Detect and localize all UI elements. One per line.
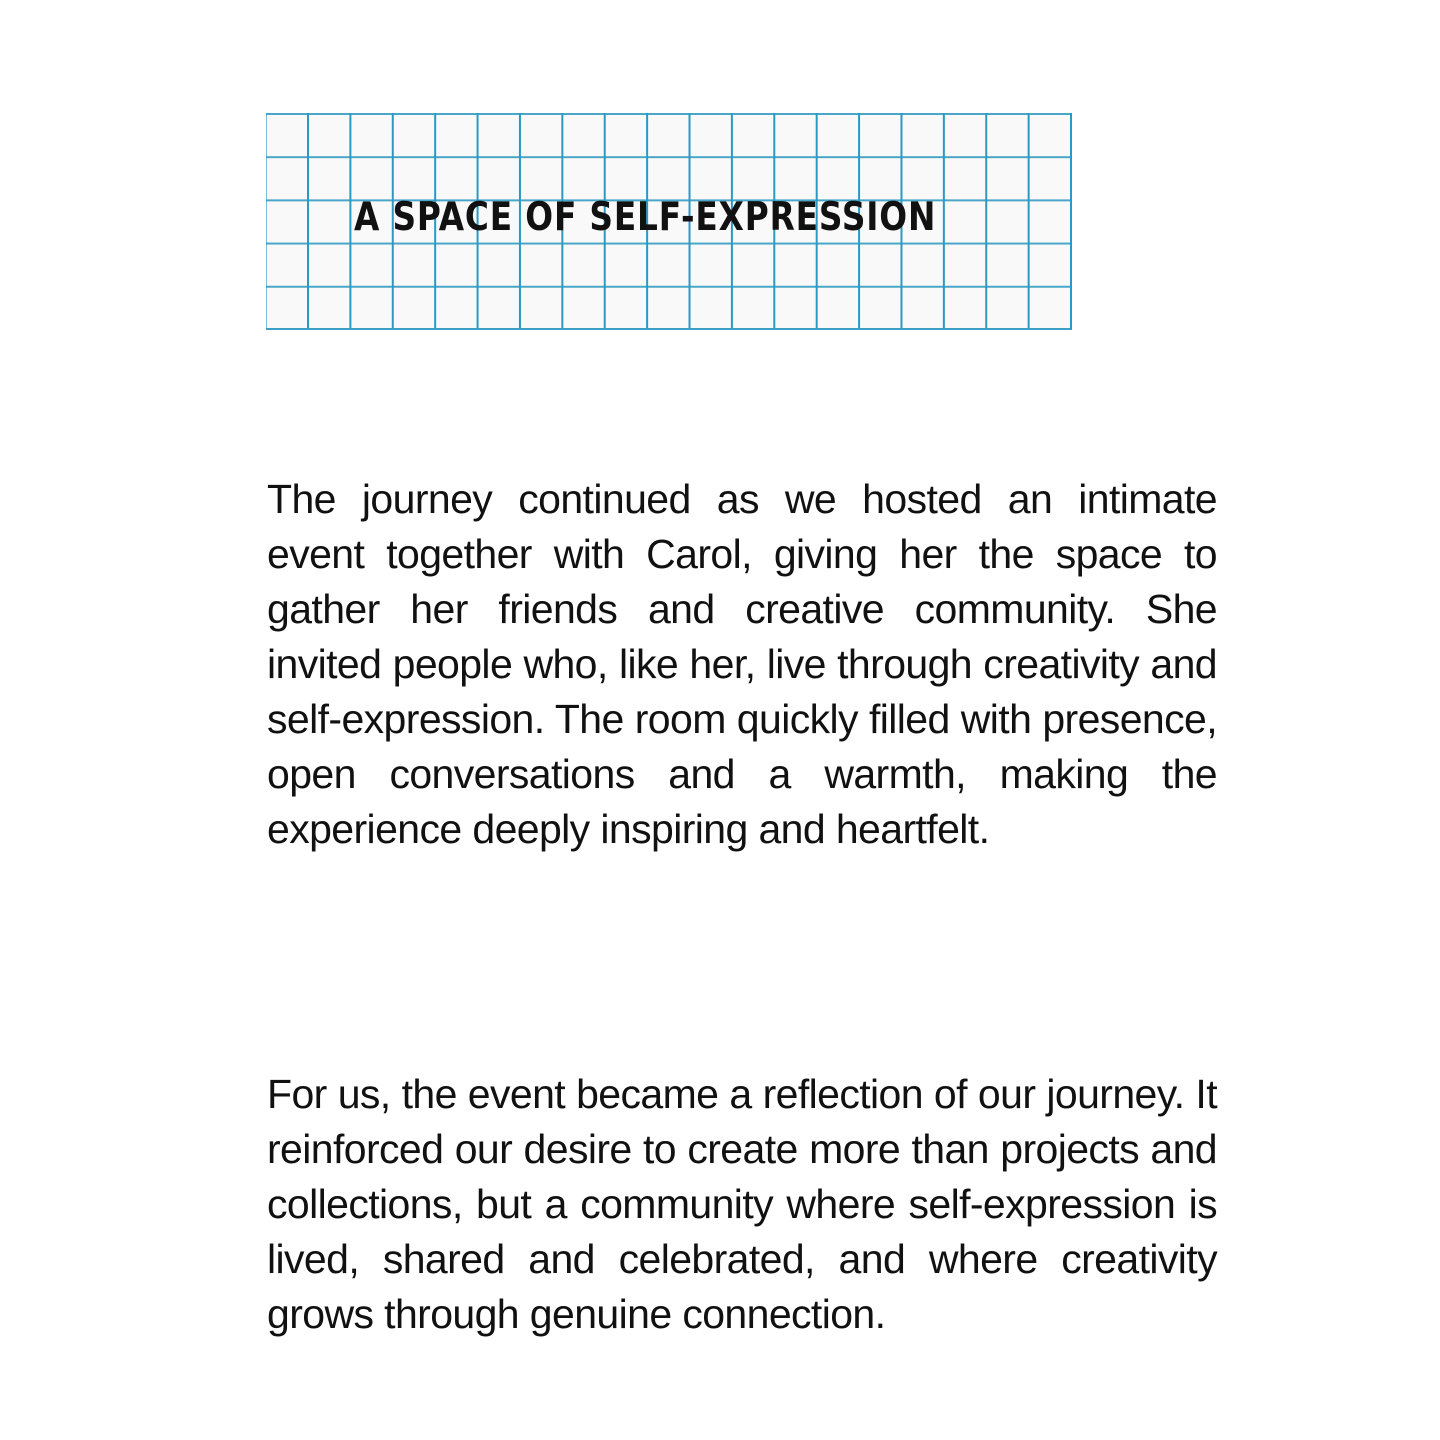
graph-paper-title-image xyxy=(266,113,1072,330)
paragraph-reflection: For us, the event became a reflection of our journey. It reinforced our desire to create more than projects and collections, but a community where self-expression is lived, shared and celebrated, and where creativity grows through genuine connection. xyxy=(267,1071,1217,1337)
handwritten-heading: A SPACE OF SELF-EXPRESSION xyxy=(354,195,937,240)
paragraph-event-description: The journey continued as we hosted an intimate event together with Carol, giving her the space to gather her friends and creative community. She invited people who, like her, live through creativity and self-expression. The room quickly filled with presence, open conversations and a warmth, making the experience deeply inspiring and heartfelt. xyxy=(267,476,1217,852)
